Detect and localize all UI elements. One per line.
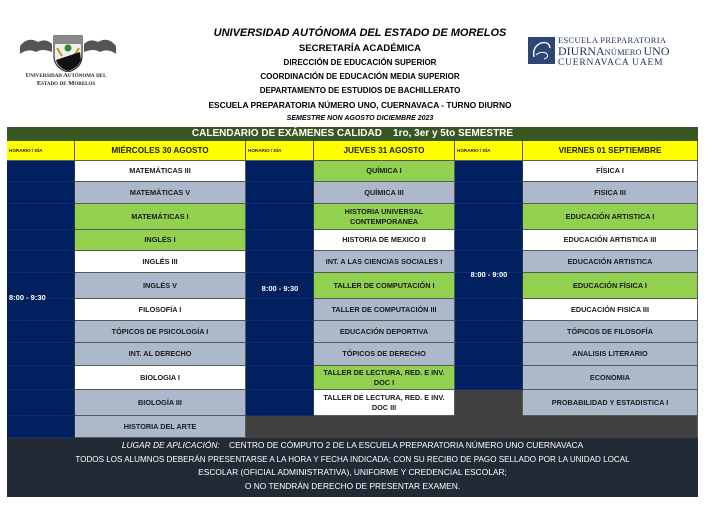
exam-subject-cell: FISICA III: [523, 182, 698, 204]
time-slot-cell: [455, 321, 523, 343]
time-slot-cell: [7, 343, 75, 366]
footer-place: [7, 439, 698, 453]
school-logo-uno: UNO: [643, 44, 670, 58]
exam-subject-cell: ANALISIS LITERARIO: [523, 343, 698, 366]
time-slot-cell: [246, 321, 314, 343]
time-slot-cell: [455, 161, 523, 182]
exam-subject-cell: TÓPICOS DE FILOSOFÍA: [523, 321, 698, 343]
time-slot-cell: [455, 204, 523, 230]
exam-subject-cell: MATEMÁTICAS V: [75, 182, 246, 204]
university-caption: [10, 72, 122, 87]
time-header: HORARIO / DÍA: [455, 141, 523, 161]
time-slot-cell: [455, 343, 523, 366]
header-departamento: DEPARTAMENTO DE ESTUDIOS DE BACHILLERATO: [259, 86, 461, 95]
exam-subject-cell: FÍSICA I: [523, 161, 698, 182]
header-escuela: ESCUELA PREPARATORIA NÚMERO UNO, CUERNAVACA - TURNO DIURNO: [208, 100, 512, 110]
exam-subject-cell: INT. A LAS CIENCIAS SOCIALES I: [314, 251, 455, 273]
exam-subject-cell: INGLÉS V: [75, 273, 246, 299]
exam-subject-cell: ECONOMIA: [523, 366, 698, 390]
time-slot-cell: [246, 366, 314, 390]
calendar-title: CALENDARIO DE EXÁMENES CALIDAD 1ro, 3er y 5to SEMESTRE: [7, 127, 698, 141]
time-slot-cell: [7, 161, 75, 182]
time-slot-cell: [7, 390, 75, 416]
exam-subject-cell: BIOLOGÍA III: [75, 390, 246, 416]
time-slot-cell: [455, 366, 523, 390]
header-coordinacion: COORDINACIÓN DE EDUCACIÓN MEDIA SUPERIOR: [260, 72, 460, 81]
day-header: JUEVES 31 AGOSTO: [314, 141, 455, 161]
exam-subject-cell: EDUCACIÓN ARTISTICA: [523, 251, 698, 273]
footer-line4: O NO TENDRÁN DERECHO DE PRESENTAR EXAMEN.: [244, 480, 461, 491]
exam-subject-cell: QUÍMICA III: [314, 182, 455, 204]
footer-line3: ESCOLAR (OFICIAL ADMINISTRATIVA), UNIFORME Y CREDENCIAL ESCOLAR;: [198, 467, 507, 477]
time-slot-cell: [7, 230, 75, 251]
exam-subject-cell: HISTORIA DE MEXICO II: [314, 230, 455, 251]
header-secretaria: SECRETARÍA ACADÉMICA: [298, 43, 422, 54]
uaem-coat-of-arms-icon: [18, 30, 118, 72]
exam-subject-cell: PROBABILIDAD Y ESTADISTICA I: [523, 390, 698, 416]
time-slot-cell: [246, 299, 314, 321]
exam-subject-cell: HISTORIA UNIVERSAL CONTEMPORANEA: [314, 204, 455, 230]
time-slot-label: 8:00 - 9:30: [9, 293, 46, 302]
header-university: UNIVERSIDAD AUTÓNOMA DEL ESTADO DE MORELOS: [213, 27, 507, 39]
time-slot-cell: [246, 343, 314, 366]
time-slot-cell: [246, 251, 314, 273]
exam-subject-cell: TALLER DE COMPUTACIÓN III: [314, 299, 455, 321]
exam-subject-cell: EDUCACIÓN ARTISTICA III: [523, 230, 698, 251]
university-caption-line2: Estado de Morelos: [36, 79, 96, 87]
time-slot-cell: [246, 390, 314, 416]
time-slot-cell: [455, 182, 523, 204]
exam-subject-cell: INT. AL DERECHO: [75, 343, 246, 366]
time-slot-cell: [7, 416, 75, 438]
time-slot-label: 8:00 - 9:00: [470, 270, 508, 279]
school-logo-line2: [558, 45, 698, 58]
school-logo-line1: ESCUELA PREPARATORIA: [558, 35, 667, 45]
footer-place-value: CENTRO DE CÓMPUTO 2 DE LA ESCUELA PREPARATORIA NÚMERO UNO CUERNAVACA: [229, 440, 584, 450]
exam-subject-cell: TALLER DE LECTURA, RED. E INV. DOC I: [314, 366, 455, 390]
footer-notice: [7, 438, 698, 497]
exam-subject-cell: EDUCACIÓN DEPORTIVA: [314, 321, 455, 343]
time-slot-cell: [7, 299, 75, 321]
exam-subject-cell: FILOSOFÍA I: [75, 299, 246, 321]
footer-place-label: LUGAR DE APLICACIÓN:: [121, 440, 220, 450]
exam-subject-cell: TÓPICOS DE DERECHO: [314, 343, 455, 366]
school-logo-diurna: DIURNA: [558, 44, 605, 58]
exam-subject-cell: HISTORIA DEL ARTE: [75, 416, 246, 438]
exam-subject-cell: EDUCACIÓN ARTISTICA I: [523, 204, 698, 230]
exam-subject-cell: TÓPICOS DE PSICOLOGÍA I: [75, 321, 246, 343]
empty-row: [246, 416, 698, 438]
exam-subject-cell: MATEMÁTICAS III: [75, 161, 246, 182]
time-slot-cell: [7, 321, 75, 343]
time-slot-cell: [246, 204, 314, 230]
day-header: MIÉRCOLES 30 AGOSTO: [75, 141, 246, 161]
school-logo-text: [558, 35, 698, 69]
school-logo-line3: CUERNAVACA UAEM: [558, 58, 664, 68]
time-slot-label: 8:00 - 9:30: [261, 284, 299, 293]
time-slot-cell: [7, 182, 75, 204]
time-slot-cell: [7, 366, 75, 390]
footer-line2: TODOS LOS ALUMNOS DEBERÁN PRESENTARSE A LA HORA Y FECHA INDICADA; CON SU RECIBO DE PAGO SELLADO POR LA UNIDAD LOCAL: [75, 454, 630, 464]
exam-subject-cell: TALLER DE COMPUTACIÓN I: [314, 273, 455, 299]
header-semestre: SEMESTRE NON AGOSTO DICIEMBRE 2023: [286, 115, 434, 122]
time-slot-cell: [455, 230, 523, 251]
time-slot-cell: [246, 230, 314, 251]
university-caption-line1: Universidad Autónoma del: [25, 72, 107, 79]
empty-cell: [455, 390, 523, 416]
header-direccion: DIRECCIÓN DE EDUCACIÓN SUPERIOR: [283, 58, 437, 67]
exam-subject-cell: INGLÉS III: [75, 251, 246, 273]
school-logo: [528, 35, 698, 69]
exam-subject-cell: EDUCACIÓN FISICA III: [523, 299, 698, 321]
time-slot-cell: [246, 161, 314, 182]
time-slot-cell: [455, 299, 523, 321]
time-slot-cell: [7, 251, 75, 273]
time-slot-cell: [7, 204, 75, 230]
exam-subject-cell: QUÍMICA I: [314, 161, 455, 182]
exam-subject-cell: INGLÉS I: [75, 230, 246, 251]
time-header: HORARIO / DÍA: [7, 141, 75, 161]
exam-subject-cell: BIOLOGIA I: [75, 366, 246, 390]
exam-subject-cell: MATEMÁTICAS I: [75, 204, 246, 230]
exam-subject-cell: TALLER DE LECTURA, RED. E INV. DOC III: [314, 390, 455, 416]
exam-subject-cell: EDUCACIÓN FÍSICA I: [523, 273, 698, 299]
time-slot-cell: [246, 182, 314, 204]
day-header: VIERNES 01 SEPTIEMBRE: [523, 141, 698, 161]
school-logo-numero: NÚMERO: [604, 47, 642, 57]
time-header: HORARIO / DÍA: [246, 141, 314, 161]
